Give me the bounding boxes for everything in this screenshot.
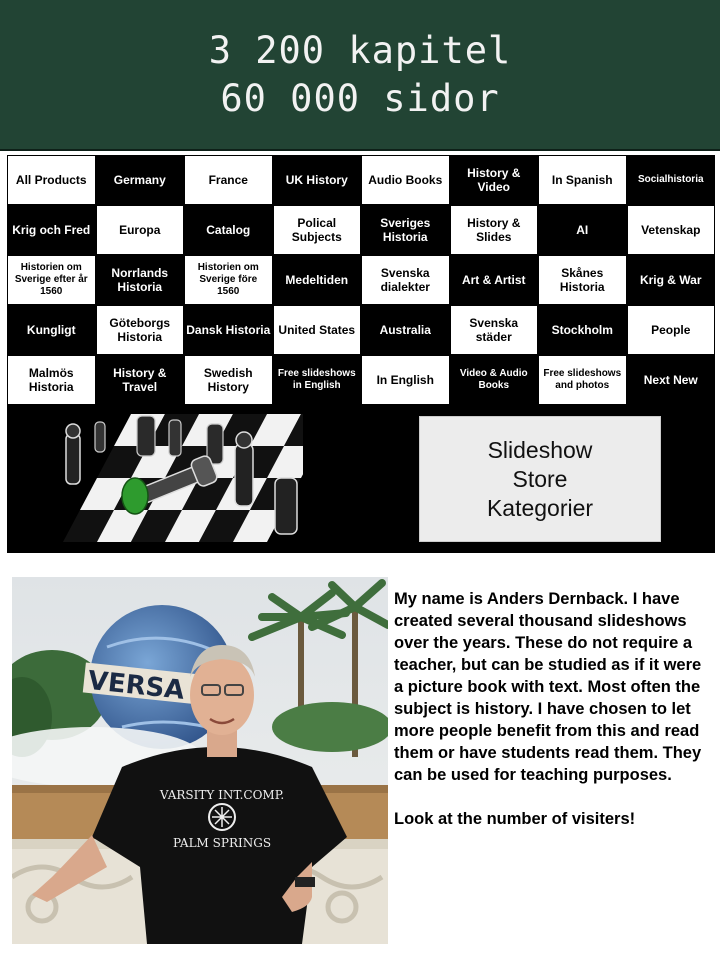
menu-svenska-stader[interactable]: Svenska städer <box>450 305 539 355</box>
shirt-print-line-2: PALM SPRINGS <box>172 836 272 850</box>
author-bio <box>394 588 712 830</box>
menu-australia[interactable]: Australia <box>361 305 450 355</box>
header-banner <box>0 0 720 151</box>
sign-text: VERSA <box>86 665 186 706</box>
menu-germany[interactable]: Germany <box>96 155 185 205</box>
menu-norrlands-historia[interactable]: Norrlands Historia <box>96 255 185 305</box>
menu-kungligt[interactable]: Kungligt <box>7 305 96 355</box>
menu-polical-subjects[interactable]: Polical Subjects <box>273 205 362 255</box>
menu-svenska-dialekter[interactable]: Svenska dialekter <box>361 255 450 305</box>
menu-history-travel[interactable]: History & Travel <box>96 355 185 405</box>
store-line-3: Kategorier <box>486 494 594 521</box>
menu-people[interactable]: People <box>627 305 716 355</box>
menu-europa[interactable]: Europa <box>96 205 185 255</box>
menu-catalog[interactable]: Catalog <box>184 205 273 255</box>
menu-sverige-fore-1560[interactable]: Historien om Sverige före 1560 <box>184 255 273 305</box>
slideshow-store-button[interactable] <box>419 416 661 542</box>
menu-ai[interactable]: AI <box>538 205 627 255</box>
menu-history-video[interactable]: History & Video <box>450 155 539 205</box>
category-grid <box>7 155 715 405</box>
menu-france[interactable]: France <box>184 155 273 205</box>
menu-united-states[interactable]: United States <box>273 305 362 355</box>
bio-paragraph: My name is Anders Dernback. I have created several thousand slideshows over the years. These do not require a teacher, but can be studied as if it were a picture book with text. Most often the subject is history. I have chosen to let more people benefit from this and read them or have students read them. They can be used for teaching purposes. <box>394 590 702 784</box>
menu-socialhistoria[interactable]: Socialhistoria <box>627 155 716 205</box>
menu-art-artist[interactable]: Art & Artist <box>450 255 539 305</box>
menu-free-slideshows-english[interactable]: Free slideshows in English <box>273 355 362 405</box>
menu-medeltiden[interactable]: Medeltiden <box>273 255 362 305</box>
author-photo <box>12 577 388 944</box>
menu-all-products[interactable]: All Products <box>7 155 96 205</box>
menu-uk-history[interactable]: UK History <box>273 155 362 205</box>
chess-board-image <box>57 414 303 542</box>
menu-free-slideshows-photos[interactable]: Free slideshows and photos <box>538 355 627 405</box>
category-menu <box>7 155 715 553</box>
menu-goteborgs-historia[interactable]: Göteborgs Historia <box>96 305 185 355</box>
store-line-1: Slideshow <box>487 436 593 463</box>
shirt-print-line-1: VARSITY INT.COMP. <box>159 788 285 802</box>
menu-vetenskap[interactable]: Vetenskap <box>627 205 716 255</box>
chapter-count: 3 200 kapitel <box>208 28 512 72</box>
menu-sveriges-historia[interactable]: Sveriges Historia <box>361 205 450 255</box>
menu-krig-och-fred[interactable]: Krig och Fred <box>7 205 96 255</box>
menu-audio-books[interactable]: Audio Books <box>361 155 450 205</box>
menu-skanes-historia[interactable]: Skånes Historia <box>538 255 627 305</box>
menu-swedish-history[interactable]: Swedish History <box>184 355 273 405</box>
menu-in-english[interactable]: In English <box>361 355 450 405</box>
menu-history-slides[interactable]: History & Slides <box>450 205 539 255</box>
page-count: 60 000 sidor <box>220 76 500 120</box>
menu-malmos-historia[interactable]: Malmös Historia <box>7 355 96 405</box>
menu-in-spanish[interactable]: In Spanish <box>538 155 627 205</box>
visitors-callout: Look at the number of visiters! <box>394 810 636 828</box>
store-line-2: Store <box>512 465 568 492</box>
menu-dansk-historia[interactable]: Dansk Historia <box>184 305 273 355</box>
menu-stockholm[interactable]: Stockholm <box>538 305 627 355</box>
menu-video-audio-books[interactable]: Video & Audio Books <box>450 355 539 405</box>
menu-next-new[interactable]: Next New <box>627 355 716 405</box>
menu-sverige-efter-1560[interactable]: Historien om Sverige efter år 1560 <box>7 255 96 305</box>
menu-krig-war[interactable]: Krig & War <box>627 255 716 305</box>
